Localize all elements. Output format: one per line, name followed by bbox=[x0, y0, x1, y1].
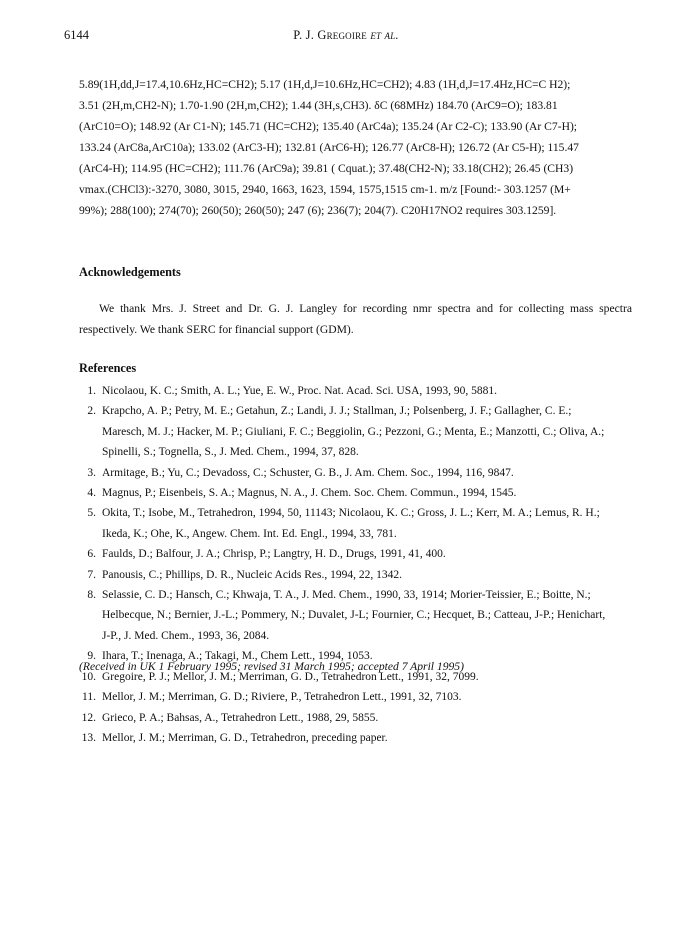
page-number: 6144 bbox=[64, 28, 89, 42]
reference-item bbox=[79, 381, 612, 401]
reference-number: 13. bbox=[81, 731, 96, 744]
reference-number: 3. bbox=[87, 466, 96, 479]
reference-text: Selassie, C. D.; Hansch, C.; Khwaja, T. A., J. Med. Chem., 1990, 33, 1914; Morier-Teissier, E.; Boitte, N.; Helbecque, N.; Bernier, J.-L.; Pommery, N.; Duvalet, J-L; Fournier, C.; Hecquet, B.; Catteau, J-P.; Henichart, J-P., J. Med. Chem., 1993, 36, 2084. bbox=[102, 589, 606, 642]
reference-item bbox=[79, 708, 612, 728]
reference-item bbox=[79, 728, 612, 748]
reference-item bbox=[79, 503, 612, 544]
reference-number: 2. bbox=[87, 405, 96, 418]
reference-text: Armitage, B.; Yu, C.; Devadoss, C.; Schuster, G. B., J. Am. Chem. Soc., 1994, 116, 9847. bbox=[102, 466, 514, 479]
reference-item bbox=[79, 687, 612, 707]
reference-number: 9. bbox=[87, 650, 96, 663]
page-header bbox=[64, 28, 628, 48]
reference-text: Faulds, D.; Balfour, J. A.; Chrisp, P.; Langtry, H. D., Drugs, 1991, 41, 400. bbox=[102, 548, 446, 561]
reference-number: 7. bbox=[87, 568, 96, 581]
reference-text: Krapcho, A. P.; Petry, M. E.; Getahun, Z.; Landi, J. J.; Stallman, J.; Polsenberg, J. F.; Gallagher, C. E.; Maresch, M. J.; Hacker, M. P.; Giuliani, F. C.; Beggiolin, G.; Pezzoni, G.; Menta, E.; Manzotti, C.; Oliva, A.; Spinelli, S.; Tognella, S., J. Med. Chem., 1994, 37, 828. bbox=[102, 405, 605, 459]
spectral-data-line: 133.24 (ArC8a,ArC10a); 133.02 (ArC3-H); 132.81 (ArC6-H); 126.77 (ArC8-H); 126.72 (Ar C5-H); 115.47 bbox=[79, 141, 579, 154]
reference-item bbox=[79, 565, 612, 585]
reference-item bbox=[79, 483, 612, 503]
spectral-data-line: vmax.(CHCl3):-3270, 3080, 3015, 2940, 1663, 1623, 1594, 1575,1515 cm-1. m/z [Found:- 303.1257 (M+ bbox=[79, 183, 571, 196]
reference-item bbox=[79, 401, 612, 462]
running-title-authors: P. J. Gregoire bbox=[293, 28, 367, 42]
reference-text: Grieco, P. A.; Bahsas, A., Tetrahedron Lett., 1988, 29, 5855. bbox=[102, 711, 379, 724]
reference-text: Gregoire, P. J.; Mellor, J. M.; Merriman, G. D., Tetrahedron Lett., 1991, 32, 7099. bbox=[102, 670, 479, 683]
acknowledgements-heading: Acknowledgements bbox=[79, 265, 181, 279]
reference-number: 6. bbox=[87, 548, 96, 561]
reference-text: Ihara, T.; Inenaga, A.; Takagi, M., Chem Lett., 1994, 1053. bbox=[102, 650, 373, 663]
reference-item bbox=[79, 585, 612, 646]
reference-text: Mellor, J. M.; Merriman, G. D.; Riviere, P., Tetrahedron Lett., 1991, 32, 7103. bbox=[102, 691, 462, 704]
references-heading: References bbox=[79, 361, 137, 375]
reference-number: 8. bbox=[87, 589, 96, 602]
spectral-data-line: (ArC10=O); 148.92 (Ar C1-N); 145.71 (HC=CH2); 135.40 (ArC4a); 135.24 (Ar C2-C); 133.90 (Ar C7-H); bbox=[79, 120, 578, 133]
spectral-data-line: 99%); 288(100); 274(70); 260(50); 260(50); 247 (6); 236(7); 204(7). C20H17NO2 requires 303.1259]. bbox=[79, 204, 557, 217]
running-title bbox=[64, 28, 628, 43]
running-title-etal: et al. bbox=[370, 28, 399, 42]
reference-number: 11. bbox=[82, 691, 96, 704]
reference-number: 10. bbox=[81, 670, 96, 683]
spectral-data-line: 5.89(1H,dd,J=17.4,10.6Hz,HC=CH2); 5.17 (1H,d,J=10.6Hz,HC=CH2); 4.83 (1H,d,J=17.4Hz,HC=C H2); bbox=[79, 78, 571, 91]
spectral-data-line: 3.51 (2H,m,CH2-N); 1.70-1.90 (2H,m,CH2); 1.44 (3H,s,CH3). δC (68MHz) 184.70 (ArC9=O); 183.81 bbox=[79, 99, 558, 112]
received-dates: (Received in UK 1 February 1995; revised 31 March 1995; accepted 7 April 1995) bbox=[79, 660, 464, 673]
reference-item bbox=[79, 463, 612, 483]
reference-number: 4. bbox=[87, 487, 96, 500]
reference-text: Magnus, P.; Eisenbeis, S. A.; Magnus, N. A., J. Chem. Soc. Chem. Commun., 1994, 1545. bbox=[102, 487, 517, 500]
reference-item bbox=[79, 544, 612, 564]
reference-number: 1. bbox=[87, 385, 96, 397]
acknowledgements-text: We thank Mrs. J. Street and Dr. G. J. Langley for recording nmr spectra and for collecting mass spectra respectively. We thank SERC for financial support (GDM). bbox=[79, 301, 632, 336]
reference-number: 12. bbox=[81, 711, 96, 724]
reference-text: Panousis, C.; Phillips, D. R., Nucleic Acids Res., 1994, 22, 1342. bbox=[102, 568, 402, 581]
reference-number: 5. bbox=[87, 507, 96, 520]
reference-text: Mellor, J. M.; Merriman, G. D., Tetrahedron, preceding paper. bbox=[102, 731, 388, 744]
spectral-data-line: (ArC4-H); 114.95 (HC=CH2); 111.76 (ArC9a); 39.81 ( Cquat.); 37.48(CH2-N); 33.18(CH2); 26.45 (CH3) bbox=[79, 162, 574, 175]
spectral-data-block bbox=[79, 74, 632, 221]
reference-list bbox=[79, 381, 612, 748]
reference-text: Nicolaou, K. C.; Smith, A. L.; Yue, E. W., Proc. Nat. Acad. Sci. USA, 1993, 90, 5881. bbox=[102, 385, 498, 397]
reference-text: Okita, T.; Isobe, M., Tetrahedron, 1994, 50, 11143; Nicolaou, K. C.; Gross, J. L.; Kerr, M. A.; Lemus, R. H.; Ikeda, K.; Ohe, K., Angew. Chem. Int. Ed. Engl., 1994, 33, 781. bbox=[102, 507, 600, 540]
